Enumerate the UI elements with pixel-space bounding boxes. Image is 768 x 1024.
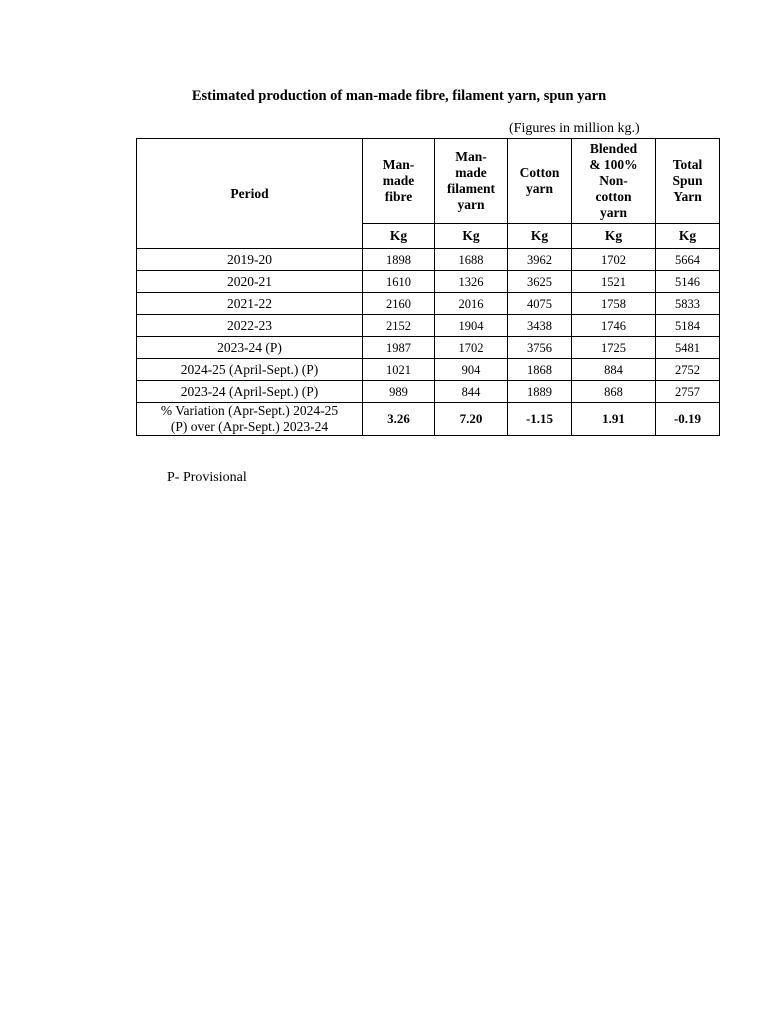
value-cell: 1521	[572, 271, 656, 293]
value-cell: 1898	[363, 249, 435, 271]
period-cell: 2020-21	[137, 271, 363, 293]
value-cell: 2757	[656, 381, 720, 403]
header-line: Yarn	[673, 189, 702, 204]
header-man-made-filament-yarn	[435, 139, 508, 224]
value-cell: 1702	[435, 337, 508, 359]
value-cell: 1904	[435, 315, 508, 337]
variation-value: -0.19	[656, 403, 720, 436]
value-cell: 5833	[656, 293, 720, 315]
table-header-row	[137, 139, 720, 224]
unit-cell: Kg	[435, 224, 508, 249]
value-cell: 1746	[572, 315, 656, 337]
table-row	[137, 381, 720, 403]
period-cell: 2019-20	[137, 249, 363, 271]
footnote-provisional: P- Provisional	[167, 470, 247, 485]
header-total-spun-yarn	[656, 139, 720, 224]
variation-value: -1.15	[508, 403, 572, 436]
period-cell: 2023-24 (P)	[137, 337, 363, 359]
unit-cell: Kg	[363, 224, 435, 249]
value-cell: 3756	[508, 337, 572, 359]
table-row	[137, 271, 720, 293]
value-cell: 5481	[656, 337, 720, 359]
unit-cell: Kg	[508, 224, 572, 249]
variation-value: 7.20	[435, 403, 508, 436]
value-cell: 884	[572, 359, 656, 381]
value-cell: 1021	[363, 359, 435, 381]
period-cell: 2024-25 (April-Sept.) (P)	[137, 359, 363, 381]
header-period: Period	[137, 139, 363, 249]
header-line: Blended	[589, 141, 638, 156]
table-row	[137, 249, 720, 271]
header-line: made	[455, 165, 487, 180]
period-cell: 2022-23	[137, 315, 363, 337]
variation-label-line1: % Variation (Apr-Sept.) 2024-25	[160, 403, 339, 418]
header-man-made-fibre	[363, 139, 435, 224]
value-cell: 1326	[435, 271, 508, 293]
header-line: yarn	[457, 197, 485, 212]
value-cell: 1889	[508, 381, 572, 403]
value-cell: 1758	[572, 293, 656, 315]
header-line: yarn	[526, 181, 553, 196]
document-title: Estimated production of man-made fibre, filament yarn, spun yarn	[191, 88, 607, 104]
unit-cell: Kg	[656, 224, 720, 249]
variation-value: 1.91	[572, 403, 656, 436]
value-cell: 844	[435, 381, 508, 403]
period-cell: 2021-22	[137, 293, 363, 315]
header-line: fibre	[384, 189, 413, 204]
table-row	[137, 337, 720, 359]
unit-cell: Kg	[572, 224, 656, 249]
value-cell: 1688	[435, 249, 508, 271]
header-line: Total	[672, 157, 703, 172]
value-cell: 1868	[508, 359, 572, 381]
units-note: (Figures in million kg.)	[509, 121, 640, 136]
production-table	[136, 138, 720, 436]
header-line: made	[382, 173, 415, 188]
header-line: yarn	[600, 205, 627, 220]
value-cell: 2016	[435, 293, 508, 315]
variation-label	[137, 403, 363, 436]
value-cell: 4075	[508, 293, 572, 315]
value-cell: 868	[572, 381, 656, 403]
header-line: Spun	[672, 173, 703, 188]
value-cell: 5146	[656, 271, 720, 293]
header-line: & 100%	[589, 157, 638, 172]
value-cell: 1725	[572, 337, 656, 359]
value-cell: 5664	[656, 249, 720, 271]
variation-row	[137, 403, 720, 436]
header-blended-non-cotton-yarn	[572, 139, 656, 224]
value-cell: 1987	[363, 337, 435, 359]
value-cell: 2152	[363, 315, 435, 337]
value-cell: 2160	[363, 293, 435, 315]
variation-value: 3.26	[363, 403, 435, 436]
header-line: filament	[447, 181, 495, 196]
value-cell: 1610	[363, 271, 435, 293]
value-cell: 989	[363, 381, 435, 403]
table-row	[137, 293, 720, 315]
table-row	[137, 359, 720, 381]
value-cell: 3962	[508, 249, 572, 271]
header-line: Non-	[599, 173, 628, 188]
value-cell: 3438	[508, 315, 572, 337]
header-line: Man-	[382, 157, 415, 172]
table-row	[137, 315, 720, 337]
header-cotton-yarn	[508, 139, 572, 224]
header-line: cotton	[595, 189, 632, 204]
header-line: Cotton	[519, 165, 560, 180]
value-cell: 904	[435, 359, 508, 381]
header-line: Man-	[455, 149, 487, 164]
value-cell: 5184	[656, 315, 720, 337]
value-cell: 2752	[656, 359, 720, 381]
variation-label-line2: (P) over (Apr-Sept.) 2023-24	[170, 419, 329, 434]
period-cell: 2023-24 (April-Sept.) (P)	[137, 381, 363, 403]
value-cell: 1702	[572, 249, 656, 271]
value-cell: 3625	[508, 271, 572, 293]
